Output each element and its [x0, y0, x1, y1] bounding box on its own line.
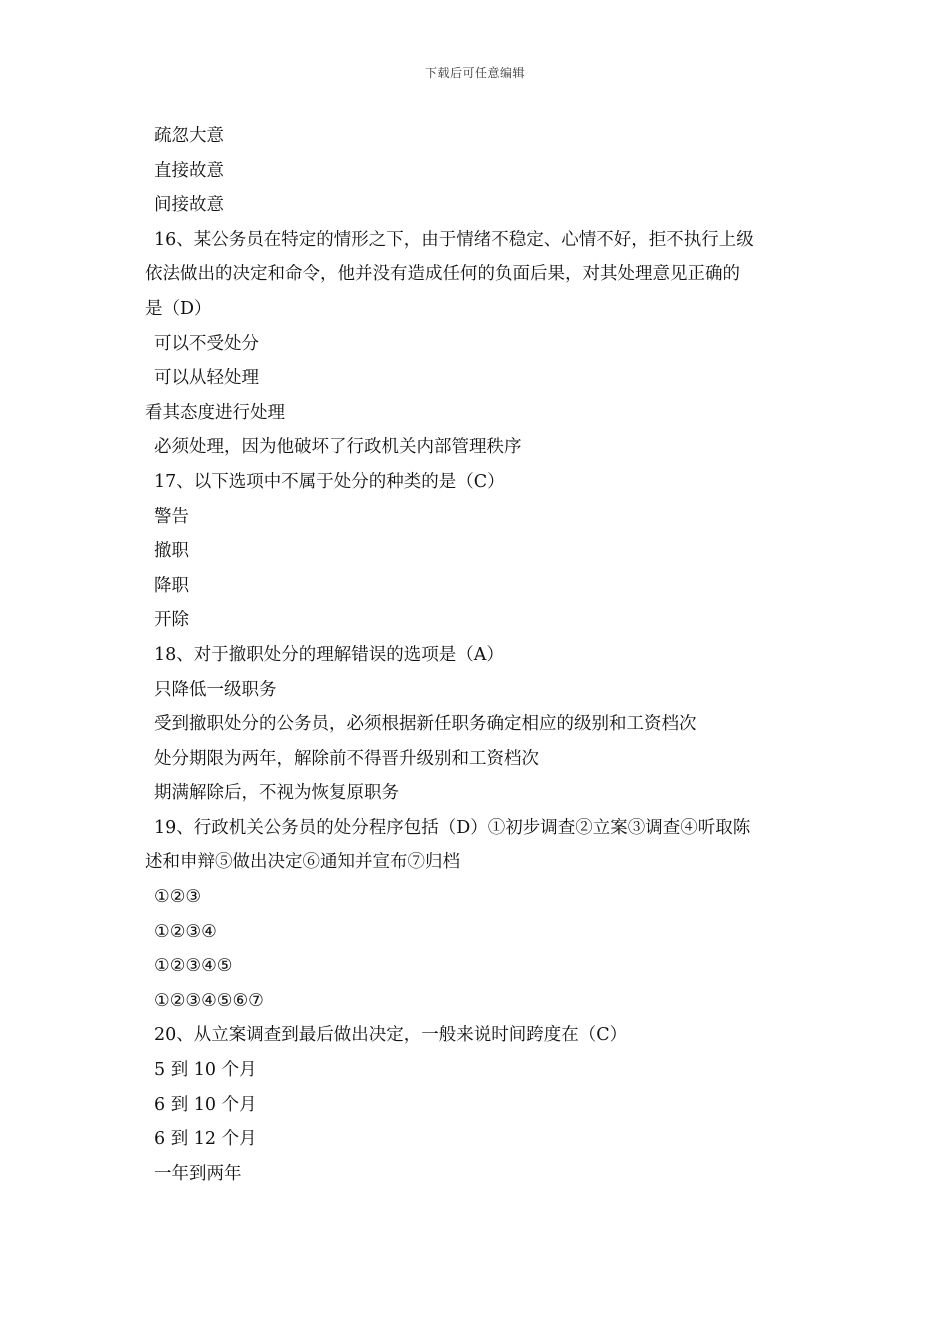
answer-option: 直接故意 — [154, 160, 224, 181]
answer-option: 开除 — [154, 610, 189, 631]
answer-option: 6 到 10 个月 — [154, 1094, 257, 1115]
question-text: 20、从立案调查到最后做出决定，一般来说时间跨度在（C） — [154, 1025, 628, 1046]
text-line: 述和申辩⑤做出决定⑥通知并宣布⑦归档 — [145, 852, 460, 873]
answer-option: ①②③④⑤ — [154, 956, 233, 977]
page-header: 下载后可任意编辑 — [424, 66, 525, 80]
text-line: 是（D） — [145, 298, 212, 319]
text-line: 看其态度进行处理 — [145, 402, 285, 423]
answer-option: ①②③④⑤⑥⑦ — [154, 990, 264, 1011]
answer-option: 必须处理，因为他破坏了行政机关内部管理秩序 — [154, 437, 522, 458]
answer-option: 期满解除后，不视为恢复原职务 — [154, 783, 399, 804]
answer-option: 可以不受处分 — [154, 333, 259, 354]
question-text: 16、某公务员在特定的情形之下，由于情绪不稳定、心情不好，拒不执行上级 — [154, 229, 754, 250]
answer-option: 6 到 12 个月 — [154, 1129, 257, 1150]
answer-option: 处分期限为两年，解除前不得晋升级别和工资档次 — [154, 748, 539, 769]
answer-option: ①②③ — [154, 887, 202, 908]
answer-option: 撤职 — [154, 541, 189, 562]
answer-option: 降职 — [154, 575, 189, 596]
document-body — [145, 119, 815, 1191]
answer-option: 间接故意 — [154, 195, 224, 216]
answer-option: 5 到 10 个月 — [154, 1060, 257, 1081]
answer-option: 只降低一级职务 — [154, 679, 277, 700]
answer-option: 疏忽大意 — [154, 126, 224, 146]
question-text: 17、以下选项中不属于处分的种类的是（C） — [154, 471, 505, 492]
question-text: 19、行政机关公务员的处分程序包括（D）①初步调查②立案③调查④听取陈 — [154, 817, 751, 838]
answer-option: 警告 — [154, 506, 189, 527]
answer-option: 受到撤职处分的公务员，必须根据新任职务确定相应的级别和工资档次 — [154, 714, 697, 735]
question-text: 18、对于撤职处分的理解错误的选项是（A） — [154, 644, 504, 665]
answer-option: ①②③④ — [154, 921, 217, 942]
text-line: 依法做出的决定和命令，他并没有造成任何的负面后果，对其处理意见正确的 — [145, 264, 740, 285]
answer-option: 可以从轻处理 — [154, 368, 259, 389]
answer-option: 一年到两年 — [154, 1163, 242, 1184]
